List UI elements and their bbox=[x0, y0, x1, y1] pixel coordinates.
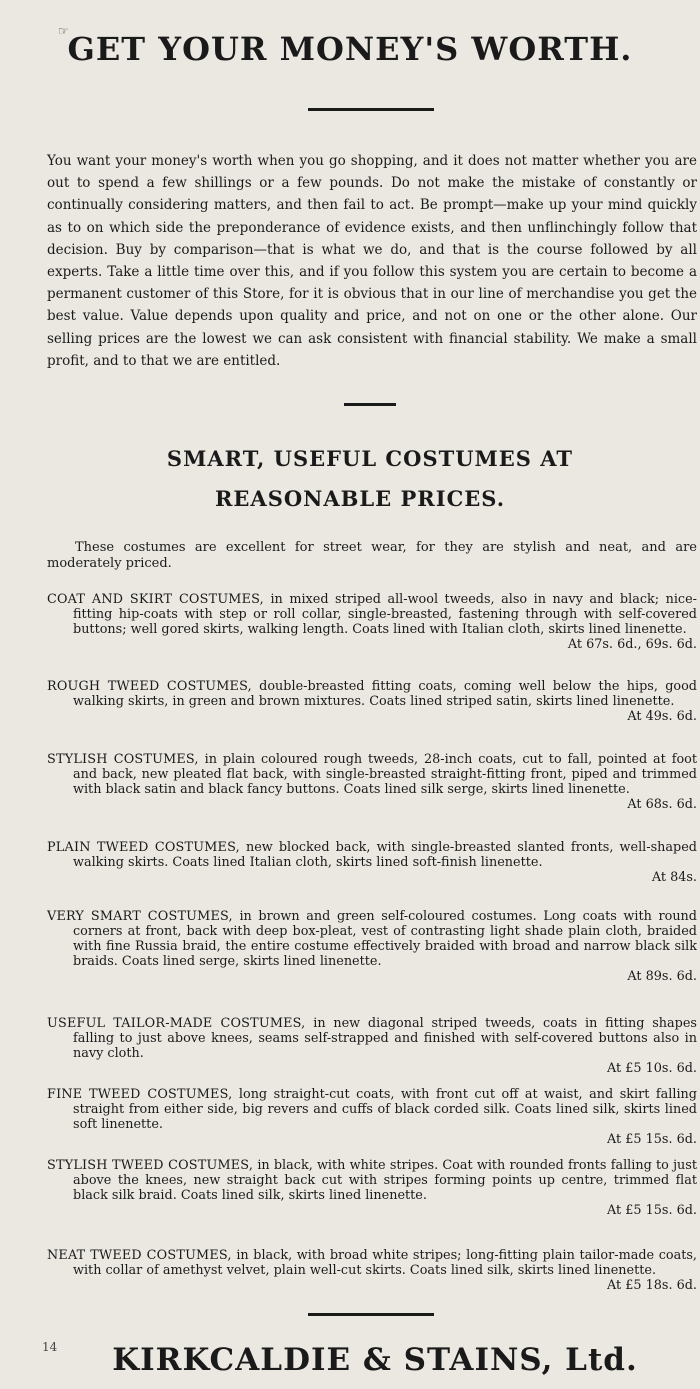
company-name: KIRKCALDIE & STAINS, Ltd. bbox=[112, 1342, 638, 1378]
item-price: At 84s. bbox=[651, 870, 697, 885]
costume-item bbox=[47, 909, 697, 984]
item-name: VERY SMART COSTUMES, bbox=[47, 909, 233, 924]
item-price: At £5 15s. 6d. bbox=[607, 1203, 697, 1218]
costume-item bbox=[47, 752, 697, 812]
item-name: USEFUL TAILOR-MADE COSTUMES, bbox=[47, 1016, 306, 1031]
divider-rule bbox=[308, 1313, 434, 1316]
item-description: double-breasted fitting coats, coming well below the hips, good walking skirts, in green and brown mixtures. Coats lined striped satin, skirts lined linenette. bbox=[73, 679, 697, 709]
item-price: At 67s. 6d., 69s. 6d. bbox=[567, 637, 697, 652]
costume-item bbox=[47, 1016, 697, 1076]
section-lead: These costumes are excellent for street wear, for they are stylish and neat, and are moderately priced. bbox=[47, 540, 697, 571]
headline: GET YOUR MONEY'S WORTH. bbox=[67, 30, 633, 68]
item-name: PLAIN TWEED COSTUMES, bbox=[47, 840, 240, 855]
item-description: long straight-cut coats, with front cut off at waist, and skirt falling straight from either side, big revers and cuffs of black corded silk. Coats lined silk, skirts lined soft linenette. bbox=[73, 1087, 697, 1132]
item-name: STYLISH COSTUMES, bbox=[47, 752, 199, 767]
item-name: COAT AND SKIRT COSTUMES, bbox=[47, 592, 264, 607]
item-name: ROUGH TWEED COSTUMES, bbox=[47, 679, 252, 694]
costume-item bbox=[47, 679, 697, 724]
item-price: At 49s. 6d. bbox=[627, 709, 697, 724]
item-name: STYLISH TWEED COSTUMES, bbox=[47, 1158, 254, 1173]
item-name: FINE TWEED COSTUMES, bbox=[47, 1087, 233, 1102]
divider-rule bbox=[344, 403, 396, 406]
costume-item bbox=[47, 840, 697, 885]
page-mark: 14 bbox=[42, 1340, 58, 1354]
item-price: At £5 18s. 6d. bbox=[607, 1278, 697, 1293]
section-title-line-1: SMART, USEFUL COSTUMES AT bbox=[166, 446, 574, 471]
costume-item bbox=[47, 1158, 697, 1218]
costume-item bbox=[47, 1087, 697, 1147]
item-price: At £5 15s. 6d. bbox=[607, 1132, 697, 1147]
item-price: At 89s. 6d. bbox=[627, 969, 697, 984]
divider-rule bbox=[308, 108, 434, 111]
item-description: new blocked back, with single-breasted slanted fronts, well-shaped walking skirts. Coats lined Italian cloth, skirts lined soft-finish linenette. bbox=[73, 840, 697, 870]
item-description: in black, with broad white stripes; long-fitting plain tailor-made coats, with collar of amethyst velvet, plain well-cut skirts. Coats lined silk, skirts lined linenette. bbox=[73, 1248, 697, 1278]
costume-item bbox=[47, 592, 697, 652]
item-description: in mixed striped all-wool tweeds, also in navy and black; nice-fitting hip-coats with step or roll collar, single-breasted, fastening through with self-covered buttons; well gored skirts, walking length. Coats lined with Italian cloth, skirts lined linenette. bbox=[73, 592, 697, 637]
item-price: At £5 10s. 6d. bbox=[607, 1061, 697, 1076]
intro-paragraph: You want your money's worth when you go shopping, and it does not matter whether you are out to spend a few shillings or a few pounds. Do not make the mistake of constantly or continually considering matters, and then fail to act. Be prompt—make up your mind quickly as to on which side the preponderance of evidence exists, and then unflinchingly follow that decision. Buy by comparison—that is what we do, and that is the course followed by all experts. Take a little time over this, and if you follow this system you are certain to become a permanent customer of this Store, for it is obvious that in our line of merchandise you get the best value. Value depends upon quality and price, and not on one or the other alone. Our selling prices are the lowest we can ask consistent with financial stability. We make a small profit, and to that we are entitled. bbox=[47, 153, 697, 369]
section-title-line-2: REASONABLE PRICES. bbox=[214, 486, 506, 511]
costume-item bbox=[47, 1248, 697, 1293]
pointing-hand-icon: ☞ bbox=[58, 24, 69, 38]
item-description: in plain coloured rough tweeds, 28-inch coats, cut to fall, pointed at foot and back, new pleated flat back, with single-breasted straight-fitting front, piped and trimmed with black satin and black fancy buttons. Coats lined silk serge, skirts lined linenette. bbox=[73, 752, 697, 797]
item-description: in black, with white stripes. Coat with rounded fronts falling to just above the knees, new straight back cut with stripes forming points up centre, trimmed flat black silk braid. Coats lined silk, skirts lined linenette. bbox=[73, 1158, 697, 1203]
item-description: in brown and green self-coloured costumes. Long coats with round corners at front, back with deep box-pleat, vest of contrasting light shade plain cloth, braided with fine Russia braid, the entire costume effectively braided with broad and narrow black silk braids. Coats lined serge, skirts lined linenette. bbox=[73, 909, 697, 969]
item-name: NEAT TWEED COSTUMES, bbox=[47, 1248, 232, 1263]
item-description: in new diagonal striped tweeds, coats in fitting shapes falling to just above knees, seams self-strapped and finished with self-covered buttons also in navy cloth. bbox=[73, 1016, 698, 1061]
item-price: At 68s. 6d. bbox=[627, 797, 697, 812]
